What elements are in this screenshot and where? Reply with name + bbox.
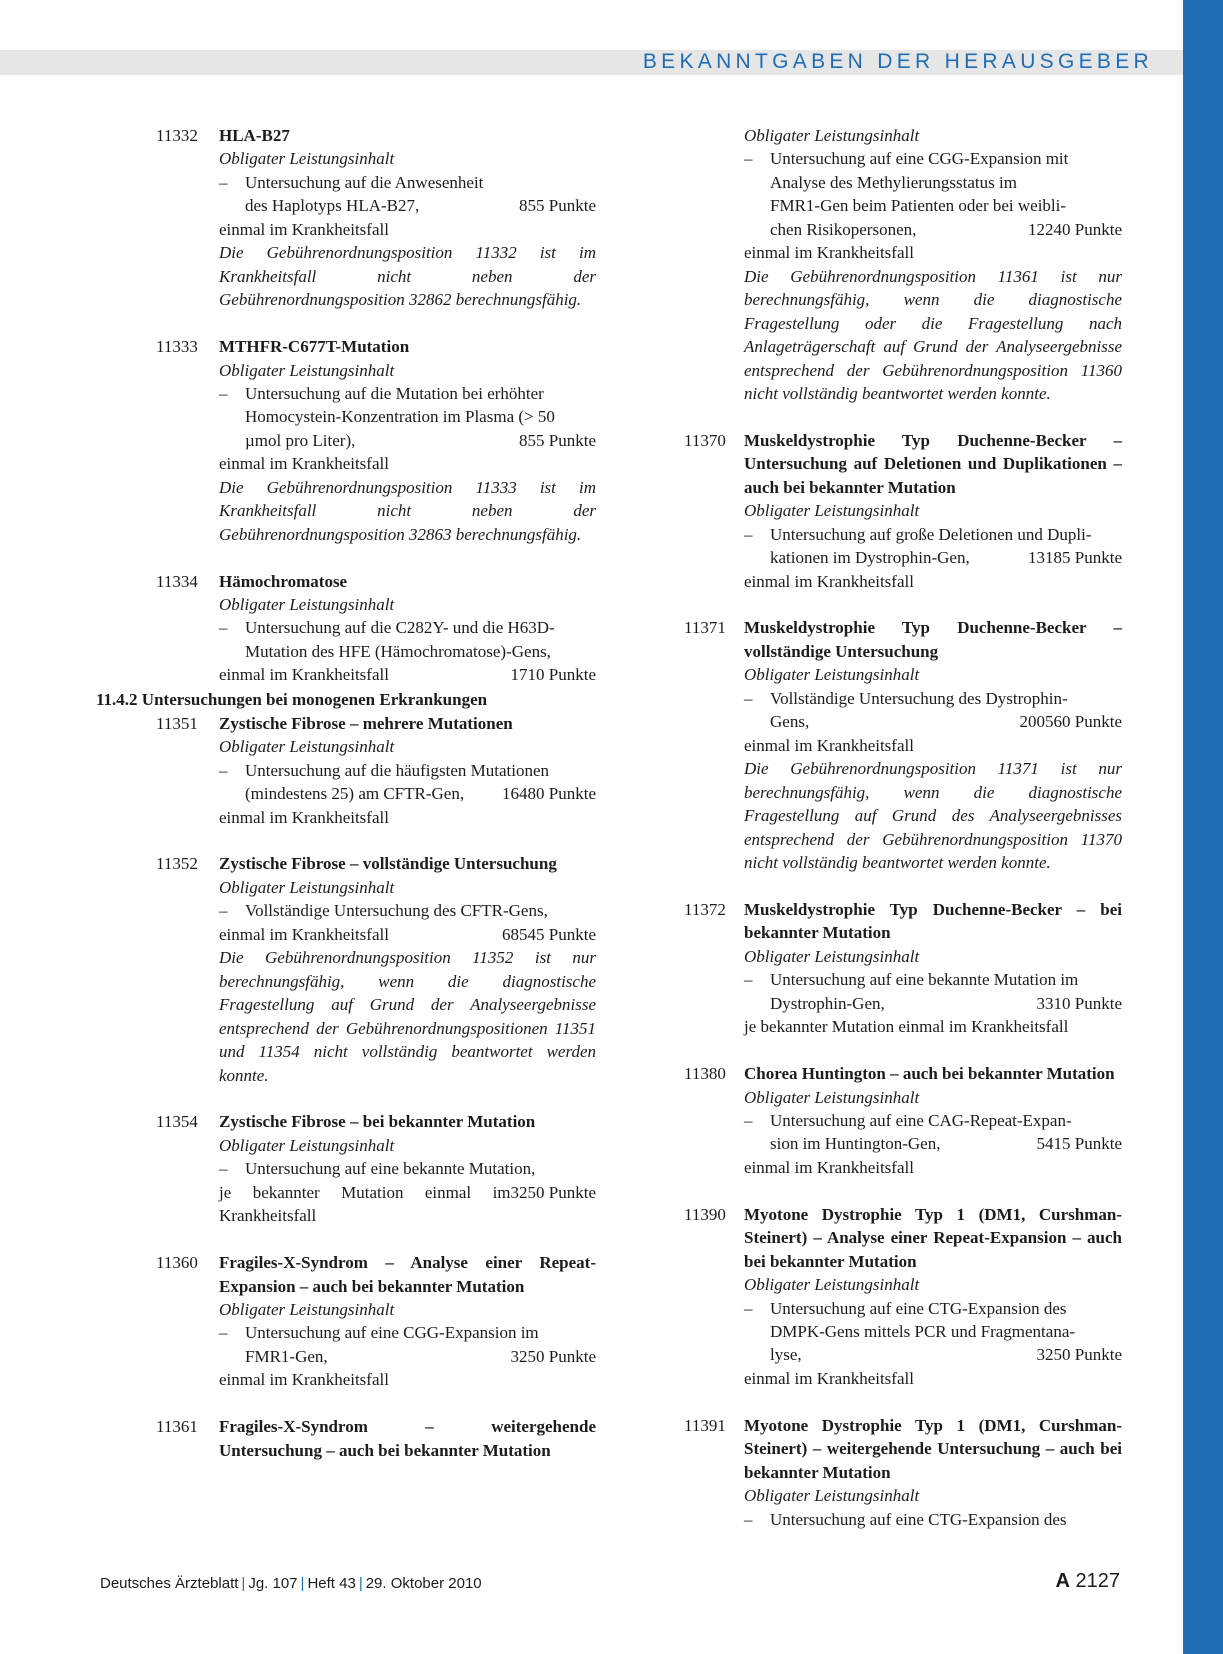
- billing-frequency: einmal im Krankheitsfall: [219, 807, 389, 827]
- points-value: 3250 Punkte: [510, 1182, 596, 1202]
- fee-number: 11371: [684, 618, 726, 638]
- item-text-line: Untersuchung auf große Deletionen und Dupli-: [770, 524, 1092, 544]
- billing-frequency: einmal im Krankheitsfall: [219, 924, 389, 944]
- list-dash: –: [744, 688, 753, 708]
- item-text-line: Untersuchung auf eine CTG-Expansion des: [770, 1509, 1067, 1529]
- fee-entry: [684, 429, 1122, 593]
- obligatory-content-label: Obligater Leistungsinhalt: [744, 665, 920, 685]
- billing-note: Die Gebührenordnungsposition 11361 ist nur berechnungsfähig, wenn die diagnostische Fragestellung oder die Fragestellung nach Anlageträgerschaft auf Grund der Analyseergebnisse entsprechend der Gebührenordnungsposition 11360 nicht vollständig beantwortet werden konnte.: [744, 266, 1122, 403]
- obligatory-content-label: Obligater Leistungsinhalt: [744, 1087, 920, 1107]
- fee-number: 11360: [156, 1253, 198, 1273]
- list-dash: –: [219, 760, 228, 780]
- fee-title: Muskeldystrophie Typ Duchenne-Becker – bei bekannter Mutation: [744, 899, 1122, 943]
- footer-separator: |: [358, 1575, 363, 1592]
- points-value: 12240 Punkte: [1028, 219, 1122, 239]
- list-dash: –: [219, 1323, 228, 1343]
- entries-group-right: [684, 429, 1122, 1531]
- points-value: 5415 Punkte: [1036, 1134, 1122, 1154]
- item-text-line: FMR1-Gen beim Patienten oder bei weibli-: [770, 196, 1067, 216]
- item-text-line: Untersuchung auf eine bekannte Mutation,: [245, 1159, 536, 1179]
- item-text-line: Vollständige Untersuchung des Dystrophin-: [770, 688, 1068, 708]
- item-text-line: FMR1-Gen,: [245, 1346, 328, 1366]
- obligatory-content-label: Obligater Leistungsinhalt: [219, 360, 395, 380]
- points-value: 16480 Punkte: [502, 784, 596, 804]
- points-value: 855 Punkte: [519, 196, 596, 216]
- item-text-line: Untersuchung auf die Mutation bei erhöhter: [245, 383, 544, 403]
- fee-entry: [684, 1414, 1122, 1531]
- billing-frequency: je bekannter Mutation einmal im Krankheitsfall: [744, 1017, 1069, 1037]
- billing-frequency: einmal im Krankheitsfall: [744, 1157, 914, 1177]
- fee-number: 11334: [156, 571, 198, 591]
- item-text-line: Mutation des HFE (Hämochromatose)-Gens,: [245, 641, 551, 661]
- billing-note: Die Gebührenordnungsposition 11333 ist im Krankheitsfall nicht neben der Gebührenordnungsposition 32863 berechnungsfähig.: [219, 477, 596, 544]
- fee-title: HLA-B27: [219, 126, 290, 145]
- item-last-line: [770, 710, 1122, 733]
- fee-number: 11352: [156, 854, 198, 874]
- billing-frequency: einmal im Krankheitsfall: [219, 1370, 389, 1390]
- item-last-line: [245, 429, 596, 452]
- fee-number: 11351: [156, 713, 198, 733]
- item-text-line: Gens,: [770, 712, 810, 732]
- points-value: 1710 Punkte: [510, 665, 596, 685]
- service-item: [219, 382, 596, 452]
- continued-entry: [684, 124, 1122, 405]
- item-last-line: [770, 1343, 1122, 1366]
- fee-entry: [96, 335, 596, 546]
- service-item: [744, 968, 1122, 1015]
- points-value: 3250 Punkte: [510, 1346, 596, 1366]
- item-text-line: Untersuchung auf eine CGG-Expansion mit: [770, 149, 1069, 169]
- list-dash: –: [219, 383, 228, 403]
- item-text-line: des Haplotyps HLA-B27,: [245, 196, 420, 216]
- list-dash: –: [219, 172, 228, 192]
- billing-frequency: einmal im Krankheitsfall: [219, 219, 389, 239]
- service-item: [744, 1508, 1122, 1531]
- obligatory-content-label: Obligater Leistungsinhalt: [219, 737, 395, 757]
- billing-note: Die Gebührenordnungsposition 11352 ist nur berechnungsfähig, wenn die diagnostische Fragestellung auf Grund der Analyseergebnisse entsprechend der Gebührenordnungspositionen 11351 und 11354 nicht vollständig beantwortet werden konnte.: [219, 948, 596, 1085]
- fee-title: Zystische Fibrose – bei bekannter Mutation: [219, 1112, 536, 1132]
- item-text-line: sion im Huntington-Gen,: [770, 1134, 941, 1154]
- fee-number: 11354: [156, 1112, 198, 1132]
- item-text-line: (mindestens 25) am CFTR-Gen,: [245, 784, 465, 804]
- obligatory-content-label: Obligater Leistungsinhalt: [219, 877, 395, 897]
- list-dash: –: [219, 1159, 228, 1179]
- service-item: [744, 687, 1122, 734]
- points-value: 3310 Punkte: [1036, 993, 1122, 1013]
- right-edge-color-bar: [1183, 0, 1223, 1654]
- obligatory-content-label: Obligater Leistungsinhalt: [219, 149, 395, 169]
- fee-title: Muskeldystrophie Typ Duchenne-Becker – vollständige Untersuchung: [744, 618, 1122, 661]
- service-item: [744, 147, 1122, 241]
- fee-entry: [96, 570, 596, 687]
- fee-title: MTHFR-C677T-Mutation: [219, 337, 410, 357]
- fee-entry: [684, 616, 1122, 874]
- item-text-line: µmol pro Liter),: [245, 430, 356, 450]
- page-footer: [100, 1570, 1120, 1594]
- subsection-heading: 11.4.2 Untersuchungen bei monogenen Erkrankungen: [96, 690, 488, 710]
- fee-entry: [96, 852, 596, 1087]
- item-last-line: [245, 782, 596, 805]
- fee-title: Fragiles-X-Syndrom – Analyse einer Repeat-Expansion – auch bei bekannter Mutation: [219, 1253, 596, 1296]
- fee-number: 11370: [684, 430, 726, 450]
- list-dash: –: [744, 1298, 753, 1318]
- list-dash: –: [744, 1509, 753, 1529]
- billing-frequency: einmal im Krankheitsfall: [219, 454, 389, 474]
- list-dash: –: [744, 524, 753, 544]
- item-text-line: Untersuchung auf die Anwesenheit: [245, 172, 484, 192]
- billing-frequency: je bekannter Mutation einmal im Krankheitsfall: [219, 1182, 511, 1226]
- fee-entry: [684, 898, 1122, 1039]
- obligatory-content-label: Obligater Leistungsinhalt: [744, 1275, 920, 1295]
- item-text-line: Untersuchung auf eine bekannte Mutation im: [770, 970, 1079, 990]
- list-dash: –: [219, 901, 228, 921]
- journal-name: Deutsches Ärzteblatt: [100, 1575, 239, 1592]
- fee-title: Muskeldystrophie Typ Duchenne-Becker – Untersuchung auf Deletionen und Duplikationen – auch bei bekannter Mutation: [744, 430, 1122, 497]
- entries-group-a: [96, 124, 596, 687]
- journal-issue: Heft 43: [307, 1575, 356, 1592]
- list-dash: –: [219, 618, 228, 638]
- fee-title: Hämochromatose: [219, 571, 348, 591]
- service-item: [744, 1109, 1122, 1156]
- item-last-line: [770, 1132, 1122, 1155]
- footer-separator: |: [241, 1575, 246, 1592]
- fee-number: 11372: [684, 899, 726, 919]
- billing-note: Die Gebührenordnungsposition 11332 ist im Krankheitsfall nicht neben der Gebührenordnungsposition 32862 berechnungsfähig.: [219, 243, 596, 310]
- page-prefix: A: [1055, 1570, 1070, 1592]
- item-text-line: Analyse des Methylierungsstatus im: [770, 172, 1017, 192]
- fee-entry: [684, 1062, 1122, 1179]
- fee-number: 11390: [684, 1204, 726, 1224]
- service-item: [744, 1297, 1122, 1367]
- fee-title: Zystische Fibrose – vollständige Untersuchung: [219, 854, 557, 874]
- obligatory-content-label: Obligater Leistungsinhalt: [744, 946, 920, 966]
- fee-number: 11333: [156, 337, 198, 357]
- fee-title: Fragiles-X-Syndrom – weitergehende Untersuchung – auch bei bekannter Mutation: [219, 1417, 596, 1460]
- fee-number: 11332: [156, 126, 198, 145]
- service-item: [219, 759, 596, 806]
- billing-frequency: einmal im Krankheitsfall: [744, 571, 914, 591]
- fee-title: Chorea Huntington – auch bei bekannter Mutation: [744, 1064, 1115, 1084]
- service-item: [219, 1321, 596, 1368]
- points-value: 13185 Punkte: [1028, 548, 1122, 568]
- item-text-line: Untersuchung auf eine CAG-Repeat-Expan-: [770, 1110, 1072, 1130]
- service-item: [219, 171, 596, 218]
- publication-date: 29. Oktober 2010: [365, 1575, 482, 1592]
- entries-group-b: [96, 712, 596, 1462]
- obligatory-content-label: Obligater Leistungsinhalt: [744, 126, 920, 145]
- page-number-value: 2127: [1075, 1570, 1120, 1592]
- item-last-line: [245, 194, 596, 217]
- item-last-line: [770, 992, 1122, 1015]
- item-text-line: DMPK-Gens mittels PCR und Fragmentana-: [770, 1322, 1076, 1342]
- item-text-line: Untersuchung auf eine CTG-Expansion des: [770, 1298, 1067, 1318]
- billing-note: Die Gebührenordnungsposition 11371 ist nur berechnungsfähig, wenn die diagnostische Fragestellung auf Grund des Analyseergebnisses entsprechend der Gebührenordnungsposition 11370 nicht vollständig beantwortet werden konnte.: [744, 759, 1122, 873]
- item-text-line: Dystrophin-Gen,: [770, 993, 885, 1013]
- item-text-line: Homocystein-Konzentration im Plasma (> 50: [245, 407, 555, 427]
- points-value: 68545 Punkte: [502, 924, 596, 944]
- obligatory-content-label: Obligater Leistungsinhalt: [744, 1486, 920, 1506]
- item-text-line: kationen im Dystrophin-Gen,: [770, 548, 970, 568]
- list-dash: –: [744, 149, 753, 169]
- journal-volume: Jg. 107: [248, 1575, 298, 1592]
- item-text-line: Untersuchung auf die häufigsten Mutationen: [245, 760, 550, 780]
- billing-frequency: einmal im Krankheitsfall: [744, 1368, 914, 1388]
- fee-number: 11380: [684, 1064, 726, 1084]
- points-value: 3250 Punkte: [1036, 1345, 1122, 1365]
- fee-title: Zystische Fibrose – mehrere Mutationen: [219, 713, 513, 733]
- obligatory-content-label: Obligater Leistungsinhalt: [219, 1135, 395, 1155]
- fee-number: 11391: [684, 1415, 726, 1435]
- service-item: [219, 1157, 596, 1202]
- section-header-title: BEKANNTGABEN DER HERAUSGEBER: [642, 50, 1153, 73]
- obligatory-content-label: Obligater Leistungsinhalt: [219, 1300, 395, 1320]
- fee-entry: [96, 124, 596, 312]
- billing-frequency: einmal im Krankheitsfall: [219, 665, 389, 685]
- fee-entry: [96, 1110, 596, 1227]
- item-text-line: Untersuchung auf eine CGG-Expansion im: [245, 1323, 539, 1343]
- list-dash: –: [744, 970, 753, 990]
- item-text-line: Vollständige Untersuchung des CFTR-Gens,: [245, 901, 548, 921]
- points-value: 200560 Punkte: [1019, 712, 1122, 732]
- obligatory-content-label: Obligater Leistungsinhalt: [744, 501, 920, 521]
- item-text-line: lyse,: [770, 1345, 802, 1365]
- service-item: [744, 523, 1122, 570]
- fee-title: Myotone Dystrophie Typ 1 (DM1, Curshman-Steinert) – Analyse einer Repeat-Expansion – auch bei bekannter Mutation: [744, 1204, 1122, 1271]
- list-dash: –: [744, 1110, 753, 1130]
- item-last-line: [770, 218, 1122, 241]
- fee-entry: [96, 1251, 596, 1392]
- fee-entry: [96, 1415, 596, 1462]
- fee-entry: [684, 1203, 1122, 1391]
- right-column: [684, 124, 1122, 1555]
- left-column: [96, 124, 596, 1486]
- page-number: [1055, 1571, 1120, 1591]
- points-value: 855 Punkte: [519, 430, 596, 450]
- footer-separator: |: [300, 1575, 305, 1592]
- billing-frequency: einmal im Krankheitsfall: [744, 735, 914, 755]
- item-last-line: [245, 1345, 596, 1368]
- fee-title: Myotone Dystrophie Typ 1 (DM1, Curshman-Steinert) – weitergehende Untersuchung – auch bei bekannter Mutation: [744, 1415, 1122, 1482]
- fee-number: 11361: [156, 1417, 198, 1437]
- item-text-line: chen Risikopersonen,: [770, 219, 917, 239]
- billing-frequency: einmal im Krankheitsfall: [744, 243, 914, 263]
- fee-entry: [96, 712, 596, 829]
- obligatory-content-label: Obligater Leistungsinhalt: [219, 595, 395, 615]
- item-text-line: Untersuchung auf die C282Y- und die H63D-: [245, 618, 555, 638]
- item-last-line: [770, 546, 1122, 569]
